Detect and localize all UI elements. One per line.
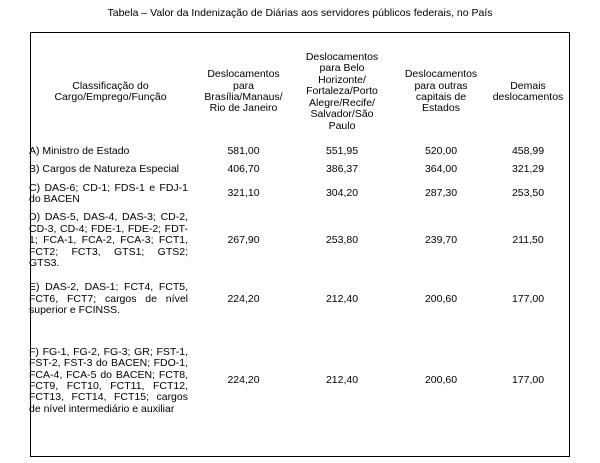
header-outras-capitais: Deslocamentos para outras capitais de Estados xyxy=(404,68,478,115)
classification-cell: F) FG-1, FG-2, FG-3; GR; FST-1, FST-2, FST-3 do BACEN; FDO-1, FCA-4, FCA-5 do BACEN; FCT8, FCT9, FCT10, FCT11, FCT12, FCT13, FCT14, FCT15; cargos de nível intermediário e auxiliar xyxy=(29,345,188,415)
table-row xyxy=(27,276,565,323)
classification-cell: C) DAS-6; CD-1; FDS-1 e FDJ-1 do BACEN xyxy=(29,181,188,205)
value-cell: 304,20 xyxy=(325,187,359,200)
value-cell: 212,40 xyxy=(325,292,359,305)
table-row xyxy=(27,145,565,158)
header-belo-horizonte: Deslocamentos para Belo Horizonte/ Fortaleza/Porto Alegre/Recife/ Salvador/São Paulo xyxy=(305,51,379,132)
value-cell: 364,00 xyxy=(424,163,458,176)
classification-cell: A) Ministro de Estado xyxy=(29,144,130,157)
value-cell: 321,29 xyxy=(511,163,545,176)
value-cell: 458,99 xyxy=(511,144,545,157)
value-cell: 200,60 xyxy=(424,292,458,305)
value-cell: 177,00 xyxy=(511,292,545,305)
value-cell: 253,50 xyxy=(511,187,545,200)
value-cell: 267,90 xyxy=(227,234,260,247)
header-classificacao: Classificação do Cargo/Emprego/Função xyxy=(54,79,167,103)
value-cell: 200,60 xyxy=(424,374,458,387)
table-caption: Tabela – Valor da Indenização de Diárias aos servidores públicos federais, no País xyxy=(107,7,493,19)
table-row xyxy=(27,182,565,206)
value-cell: 386,37 xyxy=(325,163,359,176)
table-row xyxy=(27,323,565,439)
value-cell: 224,20 xyxy=(227,374,260,387)
classification-cell: B) Cargos de Natureza Especial xyxy=(29,163,179,176)
value-cell: 321,10 xyxy=(227,187,260,200)
classification-cell: D) DAS-5, DAS-4, DAS-3; CD-2, CD-3, CD-4; FDE-1, FDE-2; FDT-1; FCA-1, FCA-2, FCA-3; FCT1, FCT2; FCT3, GTS1; GTS2; GTS3. xyxy=(29,211,188,270)
value-cell: 211,50 xyxy=(512,234,544,247)
table-row xyxy=(27,206,565,276)
diarias-table xyxy=(27,39,565,439)
value-cell: 287,30 xyxy=(424,187,458,200)
value-cell: 406,70 xyxy=(227,163,260,176)
value-cell: 581,00 xyxy=(227,144,260,157)
value-cell: 239,70 xyxy=(424,234,458,247)
table-row xyxy=(27,158,565,182)
header-demais: Demais deslocamentos xyxy=(492,79,564,103)
header-row xyxy=(27,39,565,145)
value-cell: 520,00 xyxy=(424,144,458,157)
value-cell: 253,80 xyxy=(325,234,359,247)
value-cell: 212,40 xyxy=(325,374,359,387)
value-cell: 551,95 xyxy=(325,144,359,157)
value-cell: 224,20 xyxy=(227,292,260,305)
classification-cell: E) DAS-2, DAS-1; FCT4, FCT5, FCT6, FCT7; cargos de nível superior e FCINSS. xyxy=(29,281,188,317)
header-brasilia: Deslocamentos para Brasília/Manaus/ Rio de Janeiro xyxy=(204,68,283,115)
value-cell: 177,00 xyxy=(511,374,545,387)
